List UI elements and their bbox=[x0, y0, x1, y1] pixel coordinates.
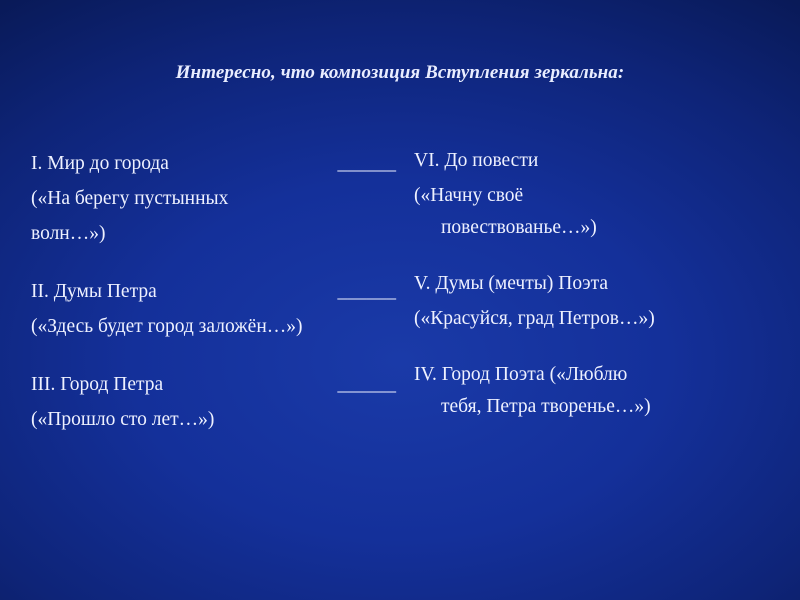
left-item-2-dash: ______ bbox=[337, 281, 396, 302]
left-item-1-quote-line-1: («На берегу пустынных bbox=[31, 188, 229, 209]
left-item-1-heading: I. Мир до города bbox=[31, 153, 169, 174]
left-item-2-heading-row bbox=[31, 277, 396, 306]
right-item-1 bbox=[414, 146, 774, 242]
left-item-2-quote-line-1: («Здесь будет город заложён…») bbox=[31, 316, 303, 337]
left-item-2-heading: II. Думы Петра bbox=[31, 281, 157, 302]
right-item-3-heading: IV. Город Поэта («Люблю bbox=[414, 364, 628, 385]
left-item-1 bbox=[31, 149, 396, 248]
slide-title: Интересно, что композиция Вступления зеркальна: bbox=[175, 62, 625, 83]
left-item-2 bbox=[31, 277, 396, 341]
right-item-1-quote-line-2: повествованье…») bbox=[441, 217, 597, 238]
right-item-1-quote-line-1: («Начну своё bbox=[414, 185, 524, 206]
left-item-3-quote-line-1: («Прошло сто лет…») bbox=[31, 409, 215, 430]
right-item-3-quote-line-1: тебя, Петра творенье…») bbox=[441, 396, 651, 417]
right-column bbox=[414, 146, 774, 427]
left-item-3-heading: III. Город Петра bbox=[31, 374, 164, 395]
left-item-1-quote-line-2: волн…») bbox=[31, 223, 106, 244]
right-item-3 bbox=[414, 360, 774, 421]
left-item-3 bbox=[31, 370, 396, 434]
right-item-1-heading: VI. До повести bbox=[414, 150, 539, 171]
right-item-2-quote-line-1: («Красуйся, град Петров…») bbox=[414, 308, 655, 329]
left-item-1-heading-row bbox=[31, 149, 396, 178]
right-item-2 bbox=[414, 269, 774, 333]
left-item-3-dash: ______ bbox=[337, 374, 396, 395]
left-item-3-heading-row bbox=[31, 370, 396, 399]
left-item-1-dash: ______ bbox=[337, 153, 396, 174]
right-item-2-heading: V. Думы (мечты) Поэта bbox=[414, 273, 609, 294]
left-column bbox=[31, 149, 396, 440]
